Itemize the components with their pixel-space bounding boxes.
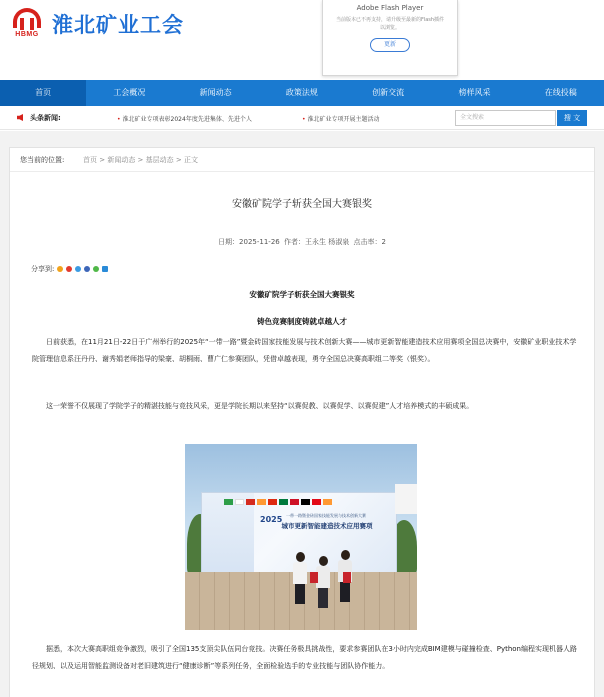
article-subtitle-2: 铸色竞赛制度铸就卓越人才 [257, 317, 347, 326]
article-photo [185, 444, 417, 630]
article-author: 作者：王永生 杨淑泉 [283, 238, 350, 246]
flash-popup-title: Adobe Flash Player [356, 4, 424, 12]
article-paragraph: 这一荣誉不仅展现了学院学子的精湛技能与竞技风采，更是学院长期以来坚持“以赛促教、以赛促学、以赛促建”人才培养模式的丰硕成果。 [46, 402, 474, 410]
article-paragraph: 据悉，本次大赛高职组竞争激烈，吸引了全国135支顶尖队伍同台竞技。决赛任务极具挑战性，要求参赛团队在3小时内完成BIM建模与碰撞检查、Python编程实现机器人路径规划、以及运用智能监测设备对老旧建筑进行“健康诊断”等系列任务，全面检验选手的专业技能与团队协作能力。 [32, 645, 577, 670]
qzone-share-icon[interactable] [57, 266, 63, 272]
nav-item-about[interactable]: 工会概况 [113, 88, 146, 97]
share-label: 分享到: [31, 265, 55, 273]
article-meta [10, 237, 594, 247]
speaker-icon [17, 114, 23, 121]
search-input[interactable]: 全文搜索 [455, 110, 556, 126]
nav-item-models[interactable]: 榜样风采 [458, 88, 491, 97]
weibo-share-icon[interactable] [66, 266, 72, 272]
nav-item-policy[interactable]: 政策法规 [285, 88, 318, 97]
breadcrumb-path[interactable]: 首页 > 新闻动态 > 基层动态 > 正文 [83, 156, 198, 164]
renren-share-icon[interactable] [84, 266, 90, 272]
nav-item-innovation[interactable]: 创新交流 [372, 88, 405, 97]
article-subtitle: 安徽矿院学子斩获全国大赛银奖 [249, 290, 355, 299]
flash-update-button[interactable]: 更新 [370, 38, 410, 52]
ticker-label: 头条新闻: [30, 114, 61, 122]
breadcrumb-label: 您当前的位置: [20, 156, 65, 164]
ticker-link[interactable]: • 淮北矿业专项开展主题活动 [302, 116, 380, 123]
site-header [0, 0, 604, 80]
article-date: 日期：2025-11-26 [218, 238, 280, 246]
article-clicks: 点击率：2 [353, 238, 386, 246]
article-container [9, 147, 595, 697]
site-logo[interactable] [10, 8, 184, 40]
ticker-link[interactable]: • 淮北矿业专项表彰2024年度先进集体、先进个人 [117, 116, 252, 123]
main-nav [0, 80, 604, 106]
qq-share-icon[interactable] [75, 266, 81, 272]
nav-item-home[interactable]: 首页 [0, 80, 86, 106]
article-title: 安徽矿院学子斩获全国大赛银奖 [232, 199, 372, 210]
article-paragraph: 日前获悉，在11月21日-22日于广州举行的2025年“一带一路”暨金砖国家技能发展与技术创新大赛——城市更新智能建造技术应用赛项全国总决赛中，安徽矿业职业技术学院管理信息系汪丹丹、谢秀娟老师指导的梁豪、胡桐雨、曹广仁参赛团队，凭借卓越表现，勇夺全国总决赛高职组二等奖（银奖）。 [32, 338, 577, 363]
wechat-share-icon[interactable] [93, 266, 99, 272]
competition-backdrop: 2025 一带一路暨金砖国家技能发展与技术创新大赛 城市更新智能建造技术应用赛项 [201, 492, 397, 576]
flash-player-popup [322, 0, 458, 76]
nav-item-submit[interactable]: 在线投稿 [544, 88, 577, 97]
search-button[interactable]: 搜 文 [557, 110, 587, 126]
flash-popup-message: 当前版本已不再支持，请升级至最新的Flash插件以浏览。 [335, 17, 445, 31]
nav-item-news[interactable]: 新闻动态 [199, 88, 232, 97]
site-title: 淮北矿业工会 [52, 13, 184, 37]
share-bar [31, 264, 108, 274]
breadcrumb [10, 148, 594, 172]
more-share-icon[interactable] [102, 266, 108, 272]
hbmg-logo-icon: HBMG [10, 8, 44, 40]
